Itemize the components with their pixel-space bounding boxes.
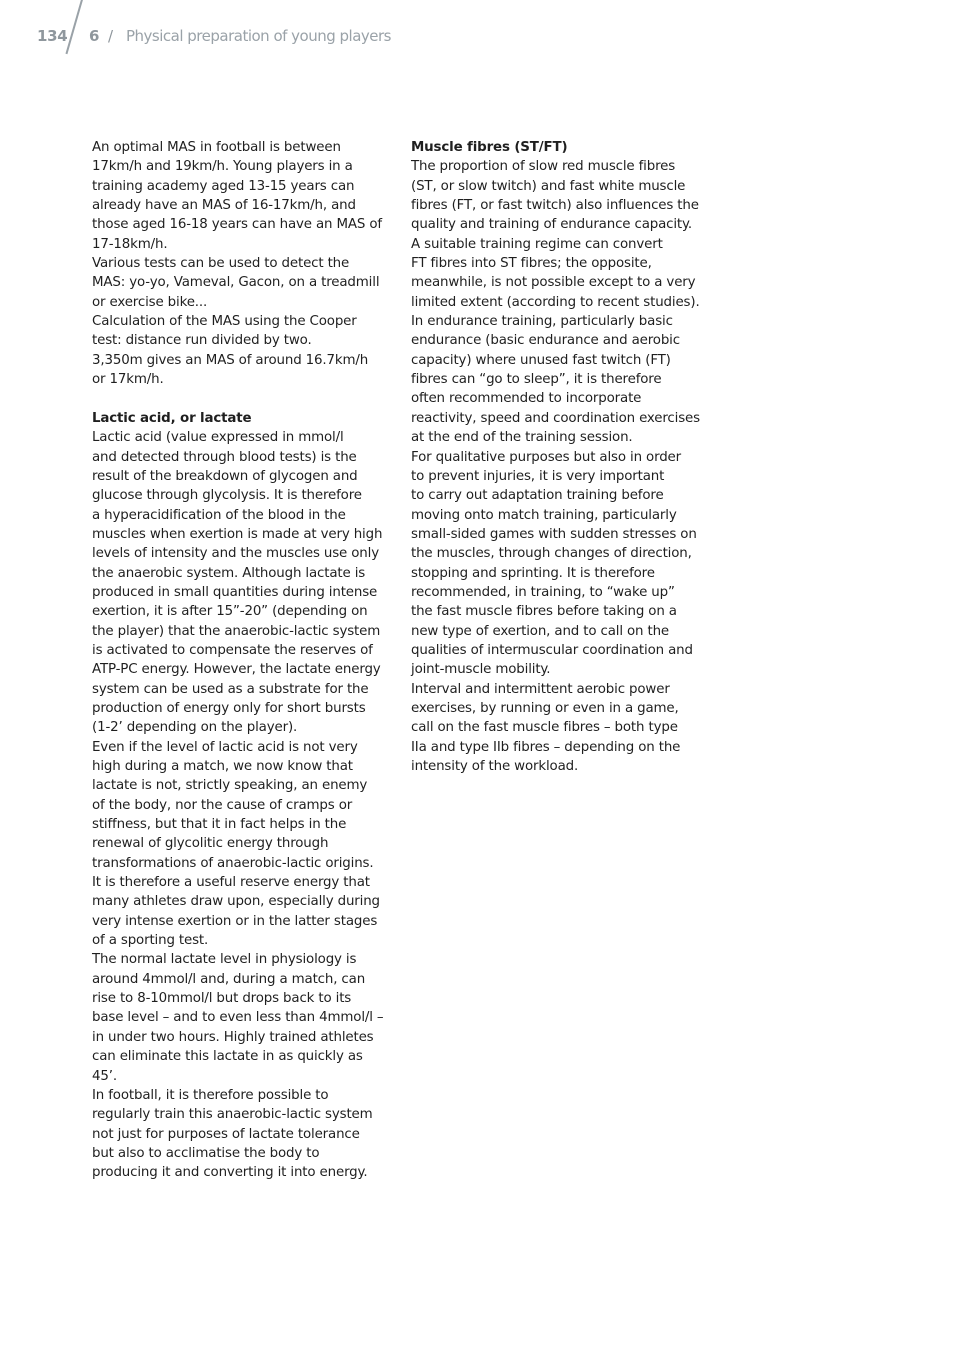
text-line: In endurance training, particularly basic [411, 314, 673, 330]
text-line: to carry out adaptation training before [411, 488, 664, 504]
text-line: stopping and sprinting. It is therefore [411, 565, 655, 581]
text-line: system can be used as a substrate for the [92, 681, 369, 697]
text-line: For qualitative purposes but also in order [411, 449, 682, 465]
text-line: stiffness, but that it in fact helps in the [92, 817, 347, 833]
text-line: intensity of the workload. [411, 759, 579, 774]
text-line: to prevent injuries, it is very important [411, 468, 665, 484]
text-line: glucose through glycolysis. It is therefore [92, 488, 362, 504]
text-line: new type of exertion, and to call on the [411, 623, 670, 639]
left-column [92, 138, 392, 1183]
text-line: the anaerobic system. Although lactate is [92, 565, 366, 581]
intro-paragraph [92, 138, 392, 389]
text-line: ATP-PC energy. However, the lactate energy [92, 662, 381, 678]
text-line: capacity) where unused fast twitch (FT) [411, 352, 671, 368]
section-heading-lactic-acid: Lactic acid, or lactate [92, 410, 252, 426]
text-line: a hyperacidification of the blood in the [92, 507, 346, 523]
chapter-title: Physical preparation of young players [126, 27, 391, 45]
text-line: the fast muscle fibres before taking on a [411, 604, 677, 620]
text-line: Interval and intermittent aerobic power [411, 681, 670, 697]
text-line: muscles when exertion is made at very high [92, 526, 383, 542]
text-line: training academy aged 13-15 years can [92, 178, 355, 194]
text-line: rise to 8-10mmol/l but drops back to its [92, 991, 352, 1007]
text-line: the player) that the anaerobic-lactic system [92, 623, 381, 639]
text-line: those aged 16-18 years can have an MAS of [92, 217, 382, 233]
text-line: producing it and converting it into energy. [92, 1165, 368, 1181]
text-line: or 17km/h. [92, 372, 164, 388]
text-line: is activated to compensate the reserves of [92, 642, 373, 658]
text-line: An optimal MAS in football is between [92, 140, 341, 155]
right-column [411, 138, 711, 776]
text-line: many athletes draw upon, especially during [92, 894, 380, 910]
text-line: recommended, in training, to “wake up” [411, 584, 675, 600]
text-line: at the end of the training session. [411, 430, 633, 446]
text-line: levels of intensity and the muscles use only [92, 546, 379, 562]
text-line: limited extent (according to recent studies). [411, 294, 700, 310]
lactic-acid-body [92, 428, 392, 1182]
header-separator: / [108, 27, 114, 45]
text-line: or exercise bike... [92, 294, 208, 310]
text-line: transformations of anaerobic-lactic origins. [92, 855, 374, 871]
text-line: joint-muscle mobility. [411, 662, 551, 678]
text-line: 45’. [92, 1068, 117, 1084]
text-line: can eliminate this lactate in as quickly as [92, 1049, 363, 1065]
text-line: already have an MAS of 16-17km/h, and [92, 198, 356, 214]
text-line: fibres (FT, or fast twitch) also influences the [411, 198, 699, 214]
text-line: the muscles, through changes of direction, [411, 546, 692, 562]
text-line: in under two hours. Highly trained athletes [92, 1029, 374, 1045]
text-line: meanwhile, is not possible except to a very [411, 275, 696, 291]
running-header [0, 0, 959, 70]
text-line: (1-2’ depending on the player). [92, 720, 298, 736]
text-line: The proportion of slow red muscle fibres [411, 159, 676, 175]
text-line: In football, it is therefore possible to [92, 1087, 329, 1103]
text-line: FT fibres into ST fibres; the opposite, [411, 256, 652, 272]
text-line: exercises, by running or even in a game, [411, 700, 679, 716]
text-line: IIa and type IIb fibres – depending on the [411, 739, 681, 755]
text-line: moving onto match training, particularly [411, 507, 677, 523]
header-divider-slash [65, 0, 83, 54]
text-line: MAS: yo-yo, Vameval, Gacon, on a treadmill [92, 275, 380, 291]
text-line: produced in small quantities during intense [92, 584, 378, 600]
text-line: A suitable training regime can convert [411, 236, 663, 252]
paragraph-gap [92, 389, 392, 408]
text-line: 17-18km/h. [92, 236, 168, 252]
text-line: call on the fast muscle fibres – both type [411, 720, 678, 736]
text-line: renewal of glycolitic energy through [92, 836, 329, 852]
text-line: often recommended to incorporate [411, 391, 642, 407]
text-line: qualities of intermuscular coordination and [411, 642, 693, 658]
text-line: very intense exertion or in the latter stages [92, 913, 378, 929]
text-line: (ST, or slow twitch) and fast white muscle [411, 178, 686, 194]
text-line: lactate is not, strictly speaking, an enemy [92, 778, 368, 794]
text-line: quality and training of endurance capacity. [411, 217, 693, 233]
text-line: Lactic acid (value expressed in mmol/l [92, 430, 344, 446]
text-line: production of energy only for short bursts [92, 700, 366, 716]
text-line: regularly train this anaerobic-lactic system [92, 1107, 373, 1123]
text-line: It is therefore a useful reserve energy that [92, 875, 370, 891]
text-line: fibres can “go to sleep”, it is therefore [411, 372, 662, 388]
text-line: Calculation of the MAS using the Cooper [92, 314, 357, 330]
text-line: small-sided games with sudden stresses on [411, 526, 697, 542]
text-line: of the body, nor the cause of cramps or [92, 797, 353, 813]
section-heading-muscle-fibres: Muscle fibres (ST/FT) [411, 140, 568, 155]
text-line: 3,350m gives an MAS of around 16.7km/h [92, 352, 369, 368]
text-line: high during a match, we now know that [92, 759, 353, 774]
text-line: endurance (basic endurance and aerobic [411, 333, 680, 349]
text-line: of a sporting test. [92, 933, 209, 949]
muscle-fibres-body [411, 157, 711, 776]
text-line: exertion, it is after 15”-20” (depending on [92, 604, 368, 620]
text-line: base level – and to even less than 4mmol/l – [92, 1010, 384, 1026]
text-line: around 4mmol/l and, during a match, can [92, 971, 366, 987]
text-line: The normal lactate level in physiology is [92, 952, 357, 968]
page-number: 134 [37, 27, 68, 45]
text-line: Even if the level of lactic acid is not very [92, 739, 358, 755]
chapter-number: 6 [89, 27, 100, 45]
text-line: result of the breakdown of glycogen and [92, 468, 358, 484]
text-line: and detected through blood tests) is the [92, 449, 357, 465]
text-line: test: distance run divided by two. [92, 333, 312, 349]
text-line: 17km/h and 19km/h. Young players in a [92, 159, 353, 175]
text-line: reactivity, speed and coordination exercises [411, 410, 700, 426]
text-line: Various tests can be used to detect the [92, 256, 350, 272]
text-line: not just for purposes of lactate tolerance [92, 1126, 360, 1142]
text-line: but also to acclimatise the body to [92, 1145, 320, 1161]
